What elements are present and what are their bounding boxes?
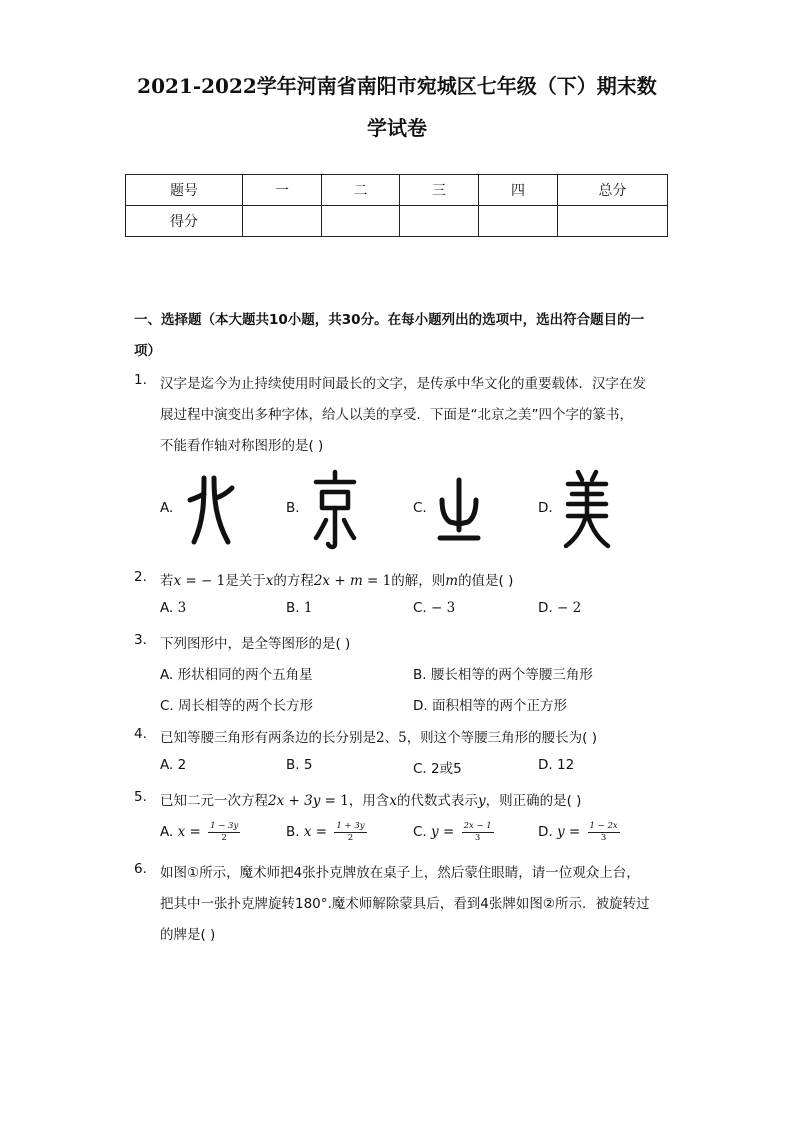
numerator: 1 − 3y [210,821,239,831]
q6-stem-line2: 把其中一张扑克牌旋转180°.魔术师解除蒙具后，看到4张牌如图②所示．被旋转过 [160,896,650,912]
option-lhs: x [177,824,186,840]
option-label: D. [413,698,428,714]
header-cell: 三 [400,175,479,206]
option-c [413,600,455,616]
text: 的值是( ) [458,573,514,589]
option-lhs: y [556,824,565,840]
option-label: D. [538,600,553,616]
text: 、 [384,730,399,746]
math-var: x [173,573,182,589]
option-d [413,694,567,714]
option-d [538,822,620,842]
option-a [160,600,186,616]
option-label: B. [286,500,300,516]
score-cell [558,206,668,237]
q5-stem [160,789,581,809]
text: 已知二元一次方程 [160,793,268,809]
seal-zhi-glyph [436,476,482,546]
option-label: C. [413,600,427,616]
header-cell: 四 [479,175,558,206]
text: ，则正确的是( ) [485,793,582,809]
row-label-cell: 得分 [126,206,243,237]
option-label: C. [413,500,427,516]
text: ，用含 [348,793,390,809]
option-a [160,663,313,683]
score-cell [243,206,322,237]
option-label: C. [413,824,427,840]
numerator: 2x − 1 [463,821,492,831]
option-value: 周长相等的两个长方形 [178,698,314,714]
q4-stem [160,726,597,746]
text: 若 [160,573,174,589]
score-cell [479,206,558,237]
denominator: 2 [347,832,354,843]
option-value: 2或5 [431,761,462,777]
option-b [286,600,312,616]
option-c [413,822,494,842]
equals-sign: = [315,824,328,840]
option-label: A. [160,600,174,616]
option-value: 5 [303,757,313,773]
option-label: A. [160,824,174,840]
q1-stem-line2: 展过程中演变出多种字体，给人以美的享受．下面是“北京之美”四个字的篆书， [160,407,633,423]
q2-stem [160,569,513,589]
numerator: 1 + 3y [336,821,365,831]
option-d [538,757,574,773]
option-value: 形状相同的两个五角星 [177,667,313,683]
seal-jing-glyph [312,468,358,552]
math: = 1 [362,573,392,589]
option-lhs: x [303,824,312,840]
math: + [330,573,350,589]
option-value: 2 [177,757,187,773]
option-label: B. [286,600,300,616]
option-label: B. [286,824,300,840]
option-value: 面积相等的两个正方形 [431,698,567,714]
header-cell: 总分 [558,175,668,206]
option-value: 1 [303,600,313,616]
section-heading-line2: 项） [134,343,161,359]
denominator: 3 [474,832,481,843]
equals-sign: = [189,824,201,840]
q1-stem-line3: 不能看作轴对称图形的是( ) [160,438,324,454]
score-table-header-row [126,175,668,206]
q1-stem-line1: 汉字是迄今为止持续使用时间最长的文字，是传承中华文化的重要载体．汉字在发 [160,376,646,392]
option-label: A. [160,500,174,516]
text: 已知等腰三角形有两条边的长分别是 [160,730,376,746]
option-label: B. [286,757,300,773]
question-number: 1. [134,372,147,388]
math-var: y [477,793,486,809]
denominator: 3 [600,832,607,843]
option-value: − 2 [556,600,582,616]
equals-sign: = [442,824,455,840]
numerator: 1 − 2x [589,821,618,831]
denominator: 2 [221,832,227,843]
option-label: B. [413,667,427,683]
fraction [588,822,620,842]
text: 的代数式表示 [396,793,478,809]
text: 是关于 [225,573,266,589]
question-number: 4. [134,726,147,742]
option-b [286,757,312,773]
q3-stem: 下列图形中，是全等图形的是( ) [160,636,351,652]
exam-title-line2: 学试卷 [367,116,427,140]
option-d [538,600,581,616]
math: = − 1 [181,573,226,589]
option-value: 腰长相等的两个等腰三角形 [430,667,593,683]
option-b [286,822,367,842]
score-cell [322,206,400,237]
option-a [160,757,186,773]
score-cell [400,206,479,237]
fraction [462,822,494,842]
question-number: 5. [134,789,147,805]
option-value: 12 [556,757,575,773]
option-label: A. [160,667,174,683]
question-number: 2. [134,569,147,585]
header-cell: 二 [322,175,400,206]
math-term: 2x [268,793,285,809]
math-var: x [265,573,274,589]
q6-stem-line3: 的牌是( ) [160,927,216,943]
option-b [413,663,593,683]
section-heading-line1: 一、选择题（本大题共10小题，共30分。在每小题列出的选项中，选出符合题目的一 [134,312,645,328]
option-value: 3 [177,600,187,616]
header-cell: 题号 [126,175,243,206]
math-var: x [389,793,397,809]
text: 的方程 [273,573,314,589]
math: = 1 [320,793,349,809]
question-number: 6. [134,861,147,877]
fraction [334,822,366,842]
seal-mei-glyph [562,468,612,552]
fraction [208,822,240,842]
math-var: m [349,573,363,589]
option-label: C. [413,761,427,777]
text: 的解，则 [391,573,446,589]
score-table [125,174,668,237]
math-var: 2x [313,573,331,589]
header-cell: 一 [243,175,322,206]
option-label: C. [160,698,174,714]
option-value: − 3 [431,600,456,616]
option-label: D. [538,824,553,840]
option-a [160,822,240,842]
seal-bei-glyph [182,470,238,550]
exam-title-line1: 2021-2022学年河南省南阳市宛城区七年级（下）期末数 [137,74,657,98]
math-term: 3y [304,793,321,809]
math-var: m [445,573,459,589]
option-label: A. [160,757,174,773]
option-lhs: y [431,824,439,840]
q6-stem-line1: 如图①所示，魔术师把4张扑克牌放在桌子上，然后蒙住眼睛，请一位观众上台， [160,865,640,881]
text: ，则这个等腰三角形的腰长为( ) [406,730,598,746]
option-label: D. [538,500,553,516]
score-table-row [126,206,668,237]
option-c [413,757,462,777]
question-number: 3. [134,632,147,648]
equals-sign: = [568,824,581,840]
math: + [284,793,305,809]
option-c [160,694,313,714]
option-label: D. [538,757,553,773]
math: 2 [376,730,385,746]
math: 5 [398,730,407,746]
